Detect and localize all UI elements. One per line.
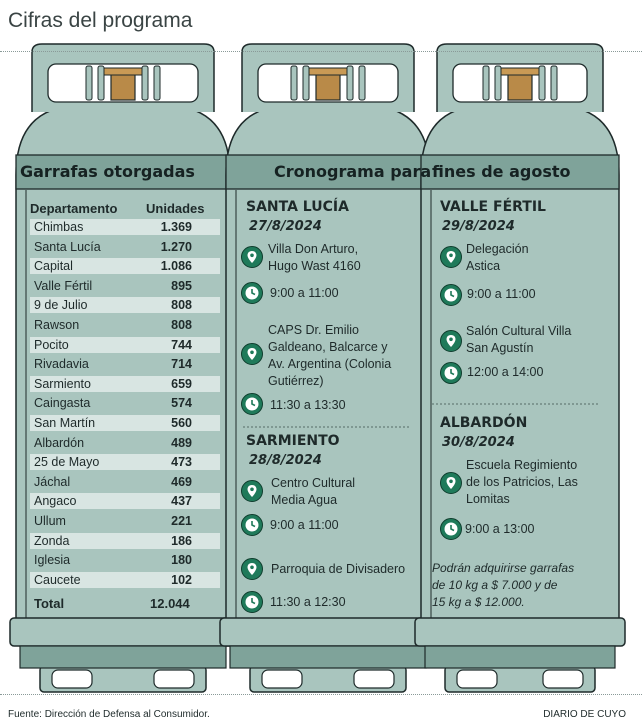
base-cutout — [52, 670, 92, 688]
date-santa-lucia: 27/8/2024 — [249, 219, 322, 234]
location-pin-icon — [440, 246, 462, 268]
valve — [111, 72, 135, 100]
valve — [508, 72, 532, 100]
location-santa-lucia-1: Villa Don Arturo, Hugo Wast 4160 — [268, 242, 361, 273]
divider-bottom — [0, 694, 642, 695]
department-name: Pocito — [34, 337, 69, 352]
band-right-label: fines de agosto — [432, 162, 571, 181]
col-header-units: Unidades — [146, 201, 205, 216]
guard-bar — [98, 66, 104, 100]
cylinder-skirt — [230, 646, 426, 668]
units-value: 1.369 — [160, 220, 192, 234]
department-name: Valle Fértil — [34, 278, 93, 293]
credit: DIARIO DE CUYO — [543, 709, 626, 720]
divider-top — [0, 51, 642, 52]
place-santa-lucia: SANTA LUCÍA — [246, 199, 349, 215]
table-row — [30, 572, 220, 588]
location-pin-icon — [440, 472, 462, 494]
col-header-department: Departamento — [30, 201, 118, 216]
table-row — [30, 317, 220, 333]
guard-bar — [495, 66, 501, 100]
units-value: 895 — [171, 278, 192, 293]
price-note: Podrán adquirirse garrafas de 10 kg a $ 7.000 y de 15 kg a $ 12.000. — [432, 561, 575, 609]
department-name: 9 de Julio — [34, 298, 88, 313]
guard-bar — [142, 66, 148, 100]
guard-bar — [539, 66, 545, 100]
table-row — [30, 552, 220, 568]
base-cutout — [457, 670, 497, 688]
units-value: 574 — [171, 396, 192, 411]
clock-icon — [440, 284, 462, 306]
department-name: Zonda — [34, 533, 70, 548]
units-value: 659 — [171, 376, 192, 391]
table-row — [30, 513, 220, 529]
base-cutout — [262, 670, 302, 688]
time-valle-fertil-1: 9:00 a 11:00 — [467, 287, 536, 301]
clock-icon — [440, 518, 462, 540]
department-name: Chimbas — [34, 220, 84, 234]
place-albardon: ALBARDÓN — [440, 415, 528, 431]
location-pin-icon — [241, 246, 263, 268]
location-pin-icon — [241, 558, 263, 580]
units-value: 560 — [171, 416, 192, 430]
total-value: 12.044 — [150, 596, 190, 611]
department-name: Sarmiento — [34, 376, 91, 391]
place-valle-fertil: VALLE FÉRTIL — [440, 199, 546, 215]
total-label: Total — [34, 596, 65, 611]
units-value: 808 — [171, 298, 192, 313]
valve-cap — [101, 68, 145, 75]
units-value: 473 — [171, 455, 192, 470]
location-sarmiento-1: Centro Cultural Media Agua — [271, 476, 356, 507]
units-value: 1.270 — [160, 239, 192, 254]
units-value: 808 — [171, 318, 192, 332]
band-middle-label: Cronograma para — [274, 162, 432, 181]
clock-icon — [241, 591, 263, 613]
units-value: 469 — [171, 474, 192, 489]
table-row — [30, 435, 220, 451]
department-name: Jáchal — [34, 474, 71, 489]
guard-bar — [154, 66, 160, 100]
guard-bar — [303, 66, 309, 100]
date-albardon: 30/8/2024 — [442, 435, 515, 450]
base-cutout — [543, 670, 583, 688]
source-note: Fuente: Dirección de Defensa al Consumidor. — [8, 709, 210, 720]
band-left-label: Garrafas otorgadas — [20, 162, 195, 181]
table-row — [30, 337, 220, 353]
department-name: Caucete — [34, 572, 81, 587]
units-value: 714 — [171, 357, 192, 372]
cylinder-skirt — [20, 646, 226, 668]
location-valle-fertil-1: Delegación Astica — [466, 242, 529, 273]
location-sarmiento-2: Parroquia de Divisadero — [271, 562, 406, 576]
department-name: Albardón — [34, 435, 85, 450]
valve-cap — [498, 68, 542, 75]
units-value: 221 — [171, 514, 192, 528]
units-value: 437 — [171, 494, 192, 509]
department-name: Iglesia — [34, 553, 71, 568]
clock-icon — [440, 362, 462, 384]
cylinder-ring — [220, 618, 436, 646]
page-title: Cifras del programa — [8, 9, 193, 32]
valve-cap — [306, 68, 350, 75]
guard-bar — [86, 66, 92, 100]
location-pin-icon — [241, 480, 263, 502]
clock-icon — [241, 282, 263, 304]
table-row — [30, 493, 220, 509]
clock-icon — [241, 514, 263, 536]
department-name: 25 de Mayo — [34, 455, 100, 470]
department-name: Angaco — [34, 494, 77, 509]
valve — [316, 72, 340, 100]
cylinder-ring — [10, 618, 236, 646]
department-name: Caingasta — [34, 396, 91, 411]
base-cutout — [154, 670, 194, 688]
department-name: San Martín — [34, 416, 96, 430]
date-valle-fertil: 29/8/2024 — [442, 219, 515, 234]
time-valle-fertil-2: 12:00 a 14:00 — [467, 365, 544, 379]
guard-bar — [291, 66, 297, 100]
table-row — [30, 239, 220, 255]
table-row — [30, 533, 220, 549]
guard-bar — [483, 66, 489, 100]
time-santa-lucia-1: 9:00 a 11:00 — [270, 286, 339, 300]
units-value: 186 — [171, 533, 192, 548]
guard-bar — [359, 66, 365, 100]
location-pin-icon — [440, 330, 462, 352]
guard-bar — [551, 66, 557, 100]
location-valle-fertil-2: Salón Cultural Villa San Agustín — [466, 324, 572, 355]
units-value: 180 — [171, 553, 192, 568]
department-name: Rawson — [34, 318, 80, 332]
time-santa-lucia-2: 11:30 a 13:30 — [270, 398, 346, 412]
table-row — [30, 356, 220, 372]
date-sarmiento: 28/8/2024 — [249, 453, 322, 468]
table-row — [30, 297, 220, 313]
location-pin-icon — [241, 343, 263, 365]
units-value: 102 — [171, 572, 192, 587]
department-name: Capital — [34, 259, 73, 274]
department-name: Santa Lucía — [34, 239, 101, 254]
time-albardon-1: 9:00 a 13:00 — [465, 522, 535, 536]
units-value: 1.086 — [160, 259, 192, 274]
units-value: 489 — [171, 435, 192, 450]
table-row — [30, 278, 220, 294]
location-santa-lucia-2: CAPS Dr. Emilio Galdeano, Balcarce y Av. Argentina (Colonia Gutiérrez) — [268, 323, 392, 388]
department-name: Rivadavia — [34, 357, 89, 372]
time-sarmiento-2: 11:30 a 12:30 — [270, 595, 346, 609]
table-row — [30, 258, 220, 274]
table-row — [30, 376, 220, 392]
cylinder-skirt — [425, 646, 615, 668]
guard-bar — [347, 66, 353, 100]
time-sarmiento-1: 9:00 a 11:00 — [270, 518, 339, 532]
clock-icon — [241, 393, 263, 415]
base-cutout — [354, 670, 394, 688]
cylinder-ring — [415, 618, 625, 646]
units-value: 744 — [171, 337, 192, 352]
table-row — [30, 454, 220, 470]
table-row — [30, 415, 220, 431]
department-name: Ullum — [34, 514, 66, 528]
table-row — [30, 219, 220, 235]
place-sarmiento: SARMIENTO — [246, 433, 340, 449]
table-row — [30, 474, 220, 490]
location-albardon-1: Escuela Regimiento de los Patricios, Las Lomitas — [466, 458, 578, 506]
table-row — [30, 395, 220, 411]
